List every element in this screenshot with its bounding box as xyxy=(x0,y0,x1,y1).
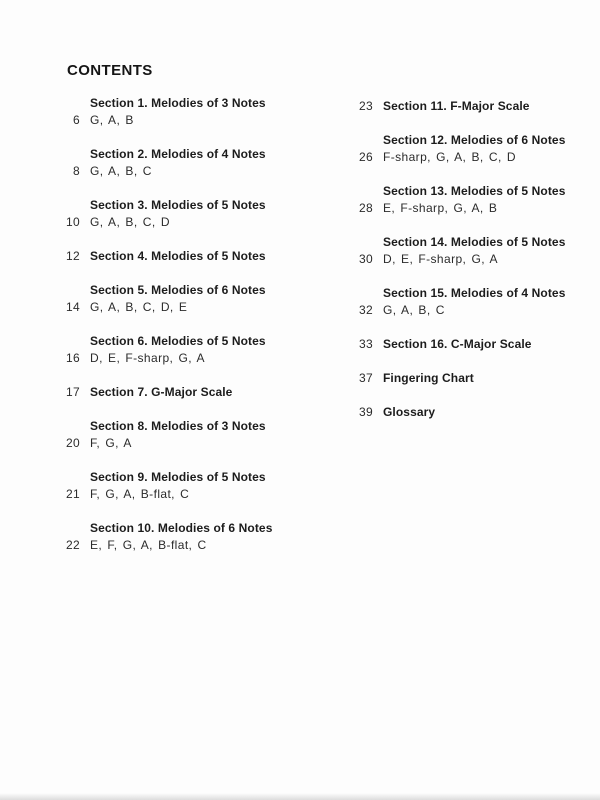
toc-entry-notes: G, A, B, C, D, E xyxy=(90,300,188,314)
toc-entry xyxy=(40,197,330,231)
toc-entry-notes: D, E, F-sharp, G, A xyxy=(90,351,205,365)
toc-entry-page: 21 xyxy=(66,487,80,501)
toc-entry xyxy=(333,285,588,319)
toc-entry-title: Section 15. Melodies of 4 Notes xyxy=(383,286,566,300)
toc-entry-page-spacer xyxy=(40,95,80,112)
toc-entry-title: Fingering Chart xyxy=(383,371,474,385)
toc-entry-notes: G, A, B xyxy=(90,113,134,127)
toc-entry-page: 6 xyxy=(73,113,80,127)
toc-entry-title: Section 5. Melodies of 6 Notes xyxy=(90,283,266,297)
toc-entry-page: 28 xyxy=(359,201,373,215)
toc-entry-title: Section 13. Melodies of 5 Notes xyxy=(383,184,566,198)
toc-entry-title: Section 2. Melodies of 4 Notes xyxy=(90,147,266,161)
toc-entry-page: 26 xyxy=(359,150,373,164)
toc-entry-page: 33 xyxy=(359,337,373,351)
toc-entry-page-spacer xyxy=(40,520,80,537)
toc-entry-page: 30 xyxy=(359,252,373,266)
toc-entry-page-spacer xyxy=(333,285,373,302)
toc-entry-page: 22 xyxy=(66,538,80,552)
toc-entry-page: 14 xyxy=(66,300,80,314)
toc-entry-title: Glossary xyxy=(383,405,436,419)
toc-entry-notes: F, G, A, B-flat, C xyxy=(90,487,190,501)
toc-entry xyxy=(333,183,588,217)
contents-heading: CONTENTS xyxy=(67,62,153,79)
toc-entry-page-spacer xyxy=(40,333,80,350)
toc-entry-page-spacer xyxy=(40,146,80,163)
toc-entry xyxy=(40,520,330,554)
toc-entry-notes: D, E, F-sharp, G, A xyxy=(383,252,498,266)
toc-entry-page-spacer xyxy=(333,132,373,149)
toc-entry-page: 37 xyxy=(359,371,373,385)
toc-entry-title: Section 10. Melodies of 6 Notes xyxy=(90,521,273,535)
toc-entry-notes: E, F, G, A, B-flat, C xyxy=(90,538,207,552)
toc-entry-page-spacer xyxy=(40,197,80,214)
toc-entry-page: 12 xyxy=(66,249,80,263)
toc-entry xyxy=(333,98,588,115)
toc-entry xyxy=(40,469,330,503)
toc-entry-notes: F-sharp, G, A, B, C, D xyxy=(383,150,516,164)
toc-entry-title: Section 16. C-Major Scale xyxy=(383,337,532,351)
toc-entry-page: 17 xyxy=(66,385,80,399)
page-bottom-shadow xyxy=(0,793,600,800)
toc-entry-page: 16 xyxy=(66,351,80,365)
toc-entry-notes: E, F-sharp, G, A, B xyxy=(383,201,498,215)
toc-entry-title: Section 9. Melodies of 5 Notes xyxy=(90,470,266,484)
toc-entry-title: Section 12. Melodies of 6 Notes xyxy=(383,133,566,147)
toc-entry-page-spacer xyxy=(40,282,80,299)
toc-entry-page: 23 xyxy=(359,99,373,113)
toc-entry-title: Section 6. Melodies of 5 Notes xyxy=(90,334,266,348)
toc-left-column xyxy=(40,95,330,571)
toc-entry-notes: F, G, A xyxy=(90,436,132,450)
toc-entry-title: Section 1. Melodies of 3 Notes xyxy=(90,96,266,110)
toc-entry xyxy=(333,234,588,268)
toc-entry-title: Section 3. Melodies of 5 Notes xyxy=(90,198,266,212)
toc-entry-title: Section 14. Melodies of 5 Notes xyxy=(383,235,566,249)
toc-entry-page-spacer xyxy=(333,234,373,251)
toc-entry xyxy=(40,418,330,452)
toc-entry xyxy=(40,384,330,401)
toc-entry xyxy=(40,248,330,265)
toc-entry xyxy=(333,404,588,421)
toc-entry xyxy=(333,132,588,166)
toc-entry-title: Section 4. Melodies of 5 Notes xyxy=(90,249,266,263)
toc-entry-page-spacer xyxy=(333,183,373,200)
toc-entry xyxy=(333,336,588,353)
toc-entry xyxy=(40,95,330,129)
toc-entry xyxy=(40,282,330,316)
toc-entry-page: 39 xyxy=(359,405,373,419)
toc-entry-page-spacer xyxy=(40,469,80,486)
toc-entry xyxy=(333,370,588,387)
toc-entry-notes: G, A, B, C xyxy=(90,164,152,178)
toc-entry-title: Section 8. Melodies of 3 Notes xyxy=(90,419,266,433)
toc-right-column xyxy=(333,98,588,438)
toc-entry xyxy=(40,146,330,180)
toc-entry-title: Section 7. G-Major Scale xyxy=(90,385,233,399)
toc-entry-page-spacer xyxy=(40,418,80,435)
toc-entry-page: 20 xyxy=(66,436,80,450)
toc-entry-page: 8 xyxy=(73,164,80,178)
toc-entry-notes: G, A, B, C xyxy=(383,303,445,317)
toc-entry-page: 10 xyxy=(66,215,80,229)
toc-entry-page: 32 xyxy=(359,303,373,317)
toc-entry-title: Section 11. F-Major Scale xyxy=(383,99,530,113)
toc-entry-notes: G, A, B, C, D xyxy=(90,215,170,229)
toc-entry xyxy=(40,333,330,367)
